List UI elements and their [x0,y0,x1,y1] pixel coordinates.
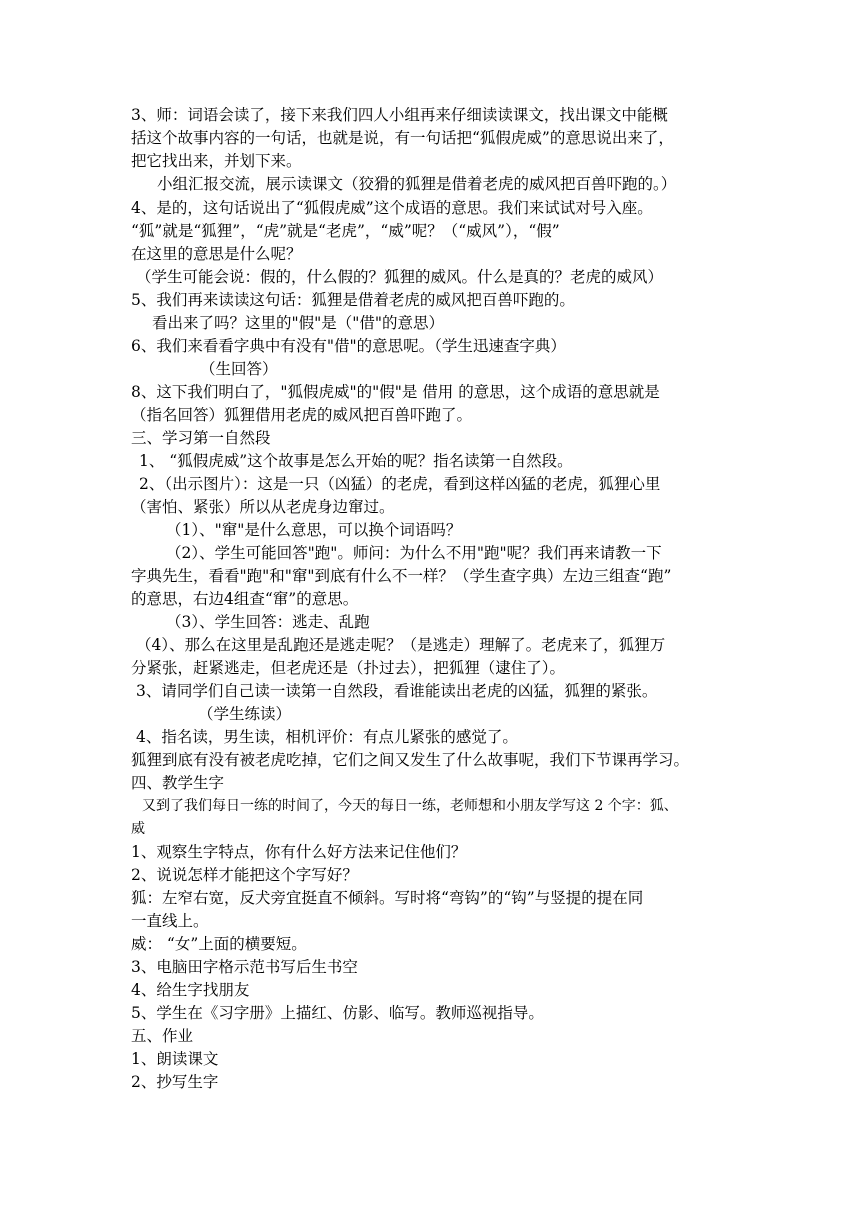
text-line: 1、 “狐假虎威”这个故事是怎么开始的呢？指名读第一自然段。 [139,452,573,470]
text-line: 1、观察生字特点，你有什么好方法来记住他们？ [131,843,467,861]
text-line: “狐”就是“狐狸”，“虎”就是“老虎”，“威”呢？（“威风”），“假” [131,222,560,240]
text-line: 3、请同学们自己读一读第一自然段，看谁能读出老虎的凶猛，狐狸的紧张。 [136,682,658,700]
text-line: （害怕、紧张）所以从老虎身边窜过。 [131,498,395,516]
text-line: 3、师：词语会读了，接下来我们四人小组再来仔细读读课文，找出课文中能概 [131,106,668,124]
text-line: 小组汇报交流，展示读课文（狡猾的狐狸是借着老虎的威风把百兽吓跑的。） [157,175,677,193]
text-line: （2）、学生可能回答"跑"。师问：为什么不用"跑"呢？我们再来请教一下 [166,544,662,562]
text-line: 1、朗读课文 [131,1050,219,1068]
text-line: 2、抄写生字 [131,1073,219,1091]
text-line: （1）、"窜"是什么意思，可以换个词语吗？ [166,521,462,539]
text-line: 字典先生，看看"跑"和"窜"到底有什么不一样？（学生查字典）左边三组查“跑” [131,567,672,585]
section-heading: 五、作业 [131,1027,194,1045]
text-line: 括这个故事内容的一句话，也就是说，有一句话把“狐假虎威”的意思说出来了， [131,129,674,147]
text-line: （4）、那么在这里是乱跑还是逃走呢？（是逃走）理解了。老虎来了，狐狸万 [136,636,666,654]
section-heading: 三、学习第一自然段 [131,429,271,447]
text-line: 4、是的，这句话说出了“狐假虎威”这个成语的意思。我们来试试对号入座。 [131,199,653,217]
text-line: 8、这下我们明白了，"狐假虎威"的"假"是 借用 的意思，这个成语的意思就是 [131,383,660,401]
text-line: 的意思，右边4组查“窜”的意思。 [131,590,359,608]
text-line: 5、学生在《习字册》上描红、仿影、临写。教师巡视指导。 [131,1004,544,1022]
text-line: （学生可能会说：假的，什么假的？狐狸的威风。什么是真的？老虎的威风） [136,268,664,286]
text-line: （学生练读） [198,705,292,723]
text-line: 2、（出示图片）：这是一只（凶猛）的老虎，看到这样凶猛的老虎，狐狸心里 [139,475,661,493]
text-line: 4、给生字找朋友 [131,981,250,999]
text-line: 威 [131,821,145,837]
text-line: （3）、学生回答：逃走、乱跑 [166,613,370,631]
text-line: 5、我们再来读读这句话：狐狸是借着老虎的威风把百兽吓跑的。 [131,291,575,309]
text-line: 6、我们来看看字典中有没有"借"的意思呢。（学生迅速查字典） [131,337,566,355]
text-line: 看出来了吗？这里的"假"是（"借"的意思） [152,314,445,332]
section-heading: 四、教学生字 [131,774,225,792]
text-line: （生回答） [200,360,278,378]
text-line: （指名回答）狐狸借用老虎的威风把百兽吓跑了。 [131,406,473,424]
text-line: 威： “女”上面的横要短。 [131,935,307,953]
text-line: 3、电脑田字格示范书写后生书空 [131,958,358,976]
text-line: 在这里的意思是什么呢？ [131,245,302,263]
text-line: 一直线上。 [131,912,209,930]
text-line: 2、说说怎样才能把这个字写好？ [131,866,358,884]
text-line: 4、指名读，男生读，相机评价：有点儿紧张的感觉了。 [136,728,518,746]
text-line: 又到了我们每日一练的时间了，今天的每日一练，老师想和小朋友学写这 2 个字：狐、 [142,798,678,814]
text-line: 狐：左窄右宽，反犬旁宜挺直不倾斜。写时将“弯钩”的“钩”与竖提的提在同 [131,889,644,907]
text-line: 把它找出来，并划下来。 [131,152,302,170]
text-line: 狐狸到底有没有被老虎吃掉，它们之间又发生了什么故事呢，我们下节课再学习。 [131,751,690,769]
text-line: 分紧张，赶紧逃走，但老虎还是（扑过去），把狐狸（逮住了）。 [131,659,566,677]
